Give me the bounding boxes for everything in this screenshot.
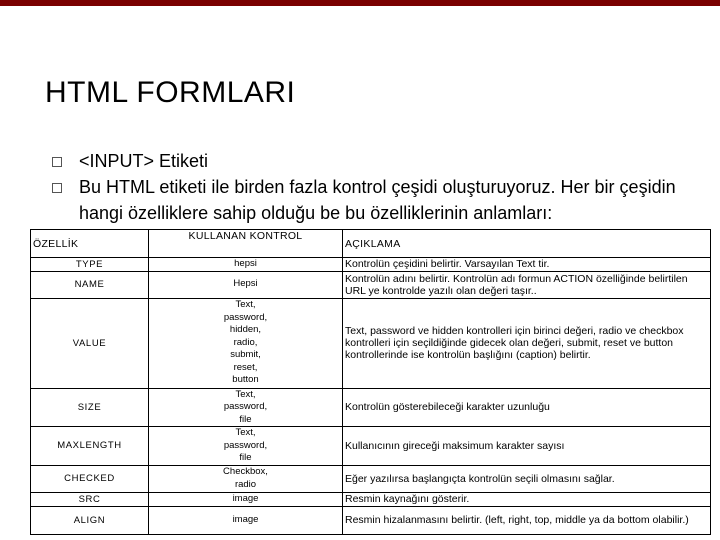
property-description: Resmin kaynağını gösterir. [343,492,711,506]
bullet-list [52,148,712,226]
table-header-row [31,230,711,258]
property-name: VALUE [31,298,149,388]
square-bullet-icon [52,183,62,193]
table-row [31,271,711,298]
property-description: Kontrolün gösterebileceği karakter uzunluğu [343,388,711,427]
property-name: SRC [31,492,149,506]
property-name: MAXLENGTH [31,427,149,466]
table-row [31,298,711,388]
table-row [31,258,711,272]
bullet-text: Bu HTML etiketi ile birden fazla kontrol çeşidi oluşturuyoruz. Her bir çeşidin hangi özelliklere sahip olduğu be bu özelliklerinin anlamları: [79,177,676,223]
property-name: CHECKED [31,465,149,492]
property-controls: Text, password, file [149,427,343,466]
property-description: Kullanıcının gireceği maksimum karakter sayısı [343,427,711,466]
header-kullanan-kontrol: KULLANAN KONTROL [149,230,343,258]
header-ozellik: ÖZELLİK [31,230,149,258]
property-description: Kontrolün adını belirtir. Kontrolün adı formun ACTION özelliğinde belirtilen URL ye kontrolde yazılı olan değeri taşır.. [343,271,711,298]
property-description: Resmin hizalanmasını belirtir. (left, right, top, middle ya da bottom olabilir.) [343,506,711,534]
bullet-item [52,148,712,174]
property-controls: Text, password, file [149,388,343,427]
property-controls: hepsi [149,258,343,272]
property-name: TYPE [31,258,149,272]
property-description: Kontrolün çeşidini belirtir. Varsayılan Text tir. [343,258,711,272]
bullet-text: <INPUT> Etiketi [79,151,209,171]
property-description: Text, password ve hidden kontrolleri için birinci değeri, radio ve checkbox kontrolleri için seçildiğinde gidecek olan değeri, submit, reset ve button kontrollerinde ise kontrolün başlığını (caption) belirtir. [343,298,711,388]
property-controls: Text, password, hidden, radio, submit, reset, button [149,298,343,388]
property-controls: Checkbox, radio [149,465,343,492]
table-row [31,388,711,427]
property-controls: Hepsi [149,271,343,298]
property-controls: image [149,492,343,506]
table-row [31,465,711,492]
slide-title: HTML FORMLARI [45,76,296,109]
property-name: NAME [31,271,149,298]
table-row [31,427,711,466]
property-name: ALIGN [31,506,149,534]
header-aciklama: AÇIKLAMA [343,230,711,258]
table-row [31,506,711,534]
accent-bar [0,0,720,6]
square-bullet-icon [52,157,62,167]
table-row [31,492,711,506]
property-description: Eğer yazılırsa başlangıçta kontrolün seçili olmasını sağlar. [343,465,711,492]
property-name: SIZE [31,388,149,427]
bullet-item [52,174,712,226]
property-controls: image [149,506,343,534]
properties-table [30,229,711,535]
